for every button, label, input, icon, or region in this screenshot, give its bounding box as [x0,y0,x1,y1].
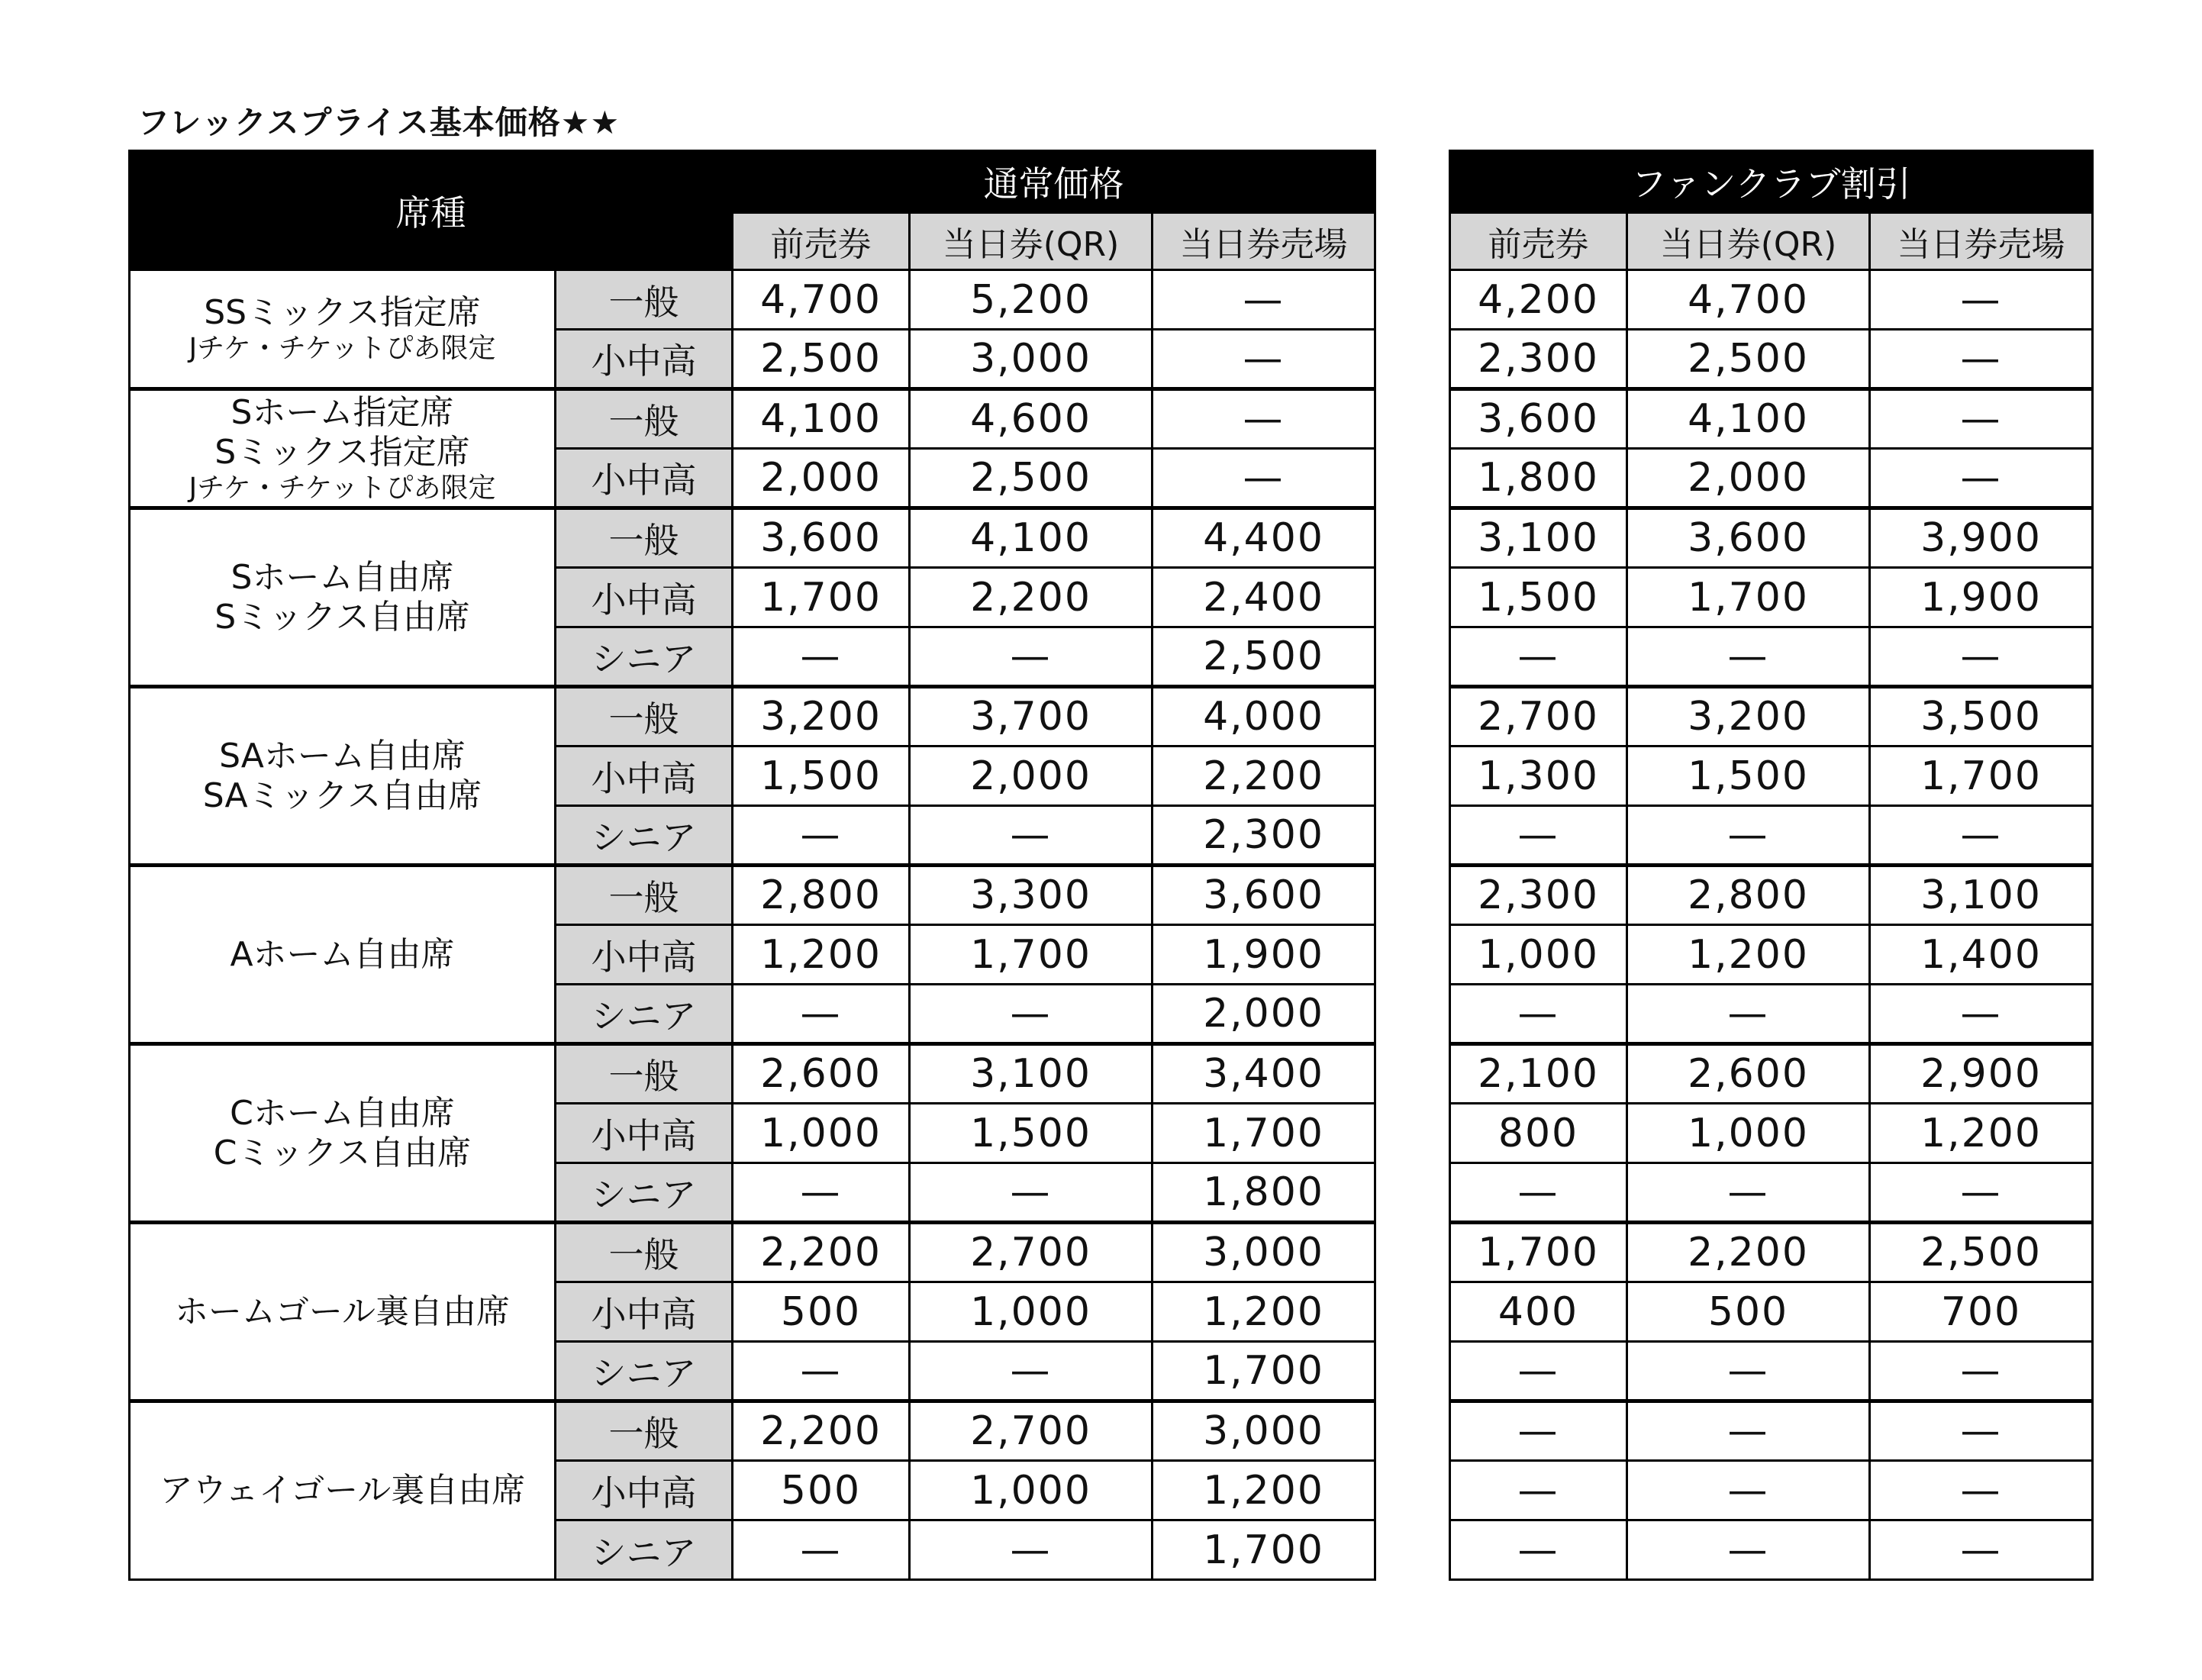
category-cell: 一般 [556,1223,733,1282]
fanclub-price-cell: 700 [1870,1282,2093,1342]
regular-price-cell: — [910,985,1153,1044]
seat-type-name: SSミックス指定席 [204,293,481,333]
fanclub-price-cell: 2,500 [1627,330,1870,389]
table-gap [1375,1520,1450,1580]
fanclub-price-cell: 2,700 [1450,687,1627,746]
category-cell: シニア [556,1342,733,1401]
table-gap [1375,270,1450,330]
seat-type-cell [130,687,556,866]
fanclub-price-cell: 1,500 [1450,568,1627,627]
fanclub-price-cell: — [1450,1520,1627,1580]
table-gap [1375,1401,1450,1461]
fanclub-price-cell: — [1450,806,1627,866]
regular-price-cell: — [1153,449,1375,508]
fanclub-price-cell: 3,100 [1870,866,2093,925]
regular-price-cell: 3,100 [910,1044,1153,1104]
regular-price-cell: 1,200 [733,925,910,985]
fanclub-price-cell: 4,700 [1627,270,1870,330]
regular-price-cell: 2,500 [910,449,1153,508]
regular-price-cell: 1,800 [1153,1163,1375,1223]
table-gap [1375,1223,1450,1282]
table-row [130,270,2093,330]
fanclub-price-cell: 2,900 [1870,1044,2093,1104]
fanclub-price-cell: 400 [1450,1282,1627,1342]
col-sameday-counter: 当日券売場 [1153,213,1375,270]
seat-type-name: Sミックス自由席 [214,597,470,637]
seat-type-cell [130,1044,556,1223]
fanclub-price-cell: 2,200 [1627,1223,1870,1282]
category-cell: 一般 [556,866,733,925]
regular-price-cell: — [1153,270,1375,330]
regular-price-cell: 500 [733,1461,910,1520]
regular-price-cell: 3,600 [1153,866,1375,925]
table-gap [1375,151,1450,270]
fanclub-price-cell: 3,600 [1450,389,1627,449]
regular-price-cell: 3,200 [733,687,910,746]
regular-price-cell: 1,900 [1153,925,1375,985]
table-gap [1375,1104,1450,1163]
category-cell: 一般 [556,389,733,449]
fanclub-price-cell: — [1627,1461,1870,1520]
regular-price-cell: — [1153,330,1375,389]
table-gap [1375,925,1450,985]
regular-price-cell: — [1153,389,1375,449]
fanclub-price-cell: 1,700 [1450,1223,1627,1282]
fanclub-price-cell: — [1870,270,2093,330]
table-row [130,1223,2093,1282]
regular-price-cell: 2,300 [1153,806,1375,866]
regular-price-header: 通常価格 [733,151,1375,213]
fanclub-price-cell: 1,700 [1870,746,2093,806]
fanclub-price-cell: — [1870,389,2093,449]
category-cell: 一般 [556,687,733,746]
fanclub-price-cell: 1,400 [1870,925,2093,985]
fanclub-price-cell: — [1870,627,2093,687]
table-gap [1375,985,1450,1044]
fanclub-price-cell: 2,000 [1627,449,1870,508]
table-row [130,1044,2093,1104]
fanclub-price-cell: 1,200 [1627,925,1870,985]
fanclub-price-cell: — [1870,1163,2093,1223]
fanclub-price-cell: — [1870,330,2093,389]
fanclub-price-cell: — [1627,627,1870,687]
fanclub-price-cell: 2,600 [1627,1044,1870,1104]
fanclub-price-cell: — [1870,1401,2093,1461]
fanclub-price-cell: 3,200 [1627,687,1870,746]
category-cell: 小中高 [556,568,733,627]
regular-price-cell: 2,800 [733,866,910,925]
fanclub-discount-header: ファンクラブ割引 [1450,151,2093,213]
regular-price-cell: 1,700 [910,925,1153,985]
col-fc-sameday-counter: 当日券売場 [1870,213,2093,270]
fanclub-price-cell: 1,700 [1627,568,1870,627]
table-gap [1375,568,1450,627]
regular-price-cell: 1,700 [733,568,910,627]
seat-type-note: Jチケ・チケットぴあ限定 [189,472,496,504]
seat-type-cell [130,270,556,389]
fanclub-price-cell: 3,900 [1870,508,2093,568]
regular-price-cell: — [910,806,1153,866]
seat-type-name: Aホーム自由席 [230,934,455,974]
fanclub-price-cell: — [1627,1342,1870,1401]
regular-price-cell: 2,200 [1153,746,1375,806]
category-cell: シニア [556,985,733,1044]
seat-type-cell [130,1223,556,1401]
seat-type-name: Sホーム自由席 [231,557,454,597]
category-cell: 一般 [556,508,733,568]
category-cell: 一般 [556,1044,733,1104]
regular-price-cell: 1,700 [1153,1104,1375,1163]
regular-price-cell: 2,200 [733,1223,910,1282]
table-row [130,389,2093,449]
col-fc-sameday-qr: 当日券(QR) [1627,213,1870,270]
fanclub-price-cell: 4,200 [1450,270,1627,330]
fanclub-price-cell: — [1870,985,2093,1044]
regular-price-cell: — [733,1163,910,1223]
seat-type-name: アウェイゴール裏自由席 [159,1471,526,1511]
seat-type-cell [130,389,556,508]
category-cell: シニア [556,806,733,866]
seat-type-name: SAホーム自由席 [219,736,466,776]
fanclub-price-cell: — [1870,806,2093,866]
regular-price-cell: 3,300 [910,866,1153,925]
table-row [130,687,2093,746]
fanclub-price-cell: 1,300 [1450,746,1627,806]
col-advance: 前売券 [733,213,910,270]
category-cell: 小中高 [556,925,733,985]
regular-price-cell: 500 [733,1282,910,1342]
category-cell: 小中高 [556,1104,733,1163]
regular-price-cell: 4,100 [910,508,1153,568]
fanclub-price-cell: — [1870,449,2093,508]
category-cell: 小中高 [556,1461,733,1520]
regular-price-cell: 2,600 [733,1044,910,1104]
table-gap [1375,1342,1450,1401]
price-table-body [130,270,2093,1580]
fanclub-price-cell: — [1627,985,1870,1044]
seat-type-name: Cホーム自由席 [230,1093,455,1133]
category-cell: 小中高 [556,330,733,389]
regular-price-cell: — [733,627,910,687]
seat-type-note: Jチケ・チケットぴあ限定 [189,333,496,365]
table-gap [1375,627,1450,687]
fanclub-price-cell: 2,500 [1870,1223,2093,1282]
table-row [130,1401,2093,1461]
fanclub-price-cell: 3,500 [1870,687,2093,746]
regular-price-cell: 3,000 [1153,1401,1375,1461]
regular-price-cell: 3,000 [1153,1223,1375,1282]
category-cell: 一般 [556,270,733,330]
table-row [130,866,2093,925]
fanclub-price-cell: — [1450,1401,1627,1461]
fanclub-price-cell: 2,100 [1450,1044,1627,1104]
table-row [130,508,2093,568]
col-fc-advance: 前売券 [1450,213,1627,270]
seat-type-name: Cミックス自由席 [213,1133,472,1172]
fanclub-price-cell: 2,300 [1450,866,1627,925]
category-cell: シニア [556,1520,733,1580]
regular-price-cell: 5,200 [910,270,1153,330]
fanclub-price-cell: — [1450,1461,1627,1520]
fanclub-price-cell: 1,800 [1450,449,1627,508]
seat-type-name: Sミックス指定席 [214,432,470,472]
regular-price-cell: 2,500 [733,330,910,389]
fanclub-price-cell: — [1450,985,1627,1044]
regular-price-cell: 3,000 [910,330,1153,389]
regular-price-cell: 2,000 [1153,985,1375,1044]
regular-price-cell: 1,500 [910,1104,1153,1163]
fanclub-price-cell: — [1870,1461,2093,1520]
seat-type-cell [130,508,556,687]
category-cell: シニア [556,627,733,687]
regular-price-cell: 2,000 [910,746,1153,806]
regular-price-cell: 1,700 [1153,1342,1375,1401]
table-gap [1375,866,1450,925]
regular-price-cell: 4,600 [910,389,1153,449]
fanclub-price-cell: 1,000 [1450,925,1627,985]
fanclub-price-cell: 2,300 [1450,330,1627,389]
fanclub-price-cell: 800 [1450,1104,1627,1163]
regular-price-cell: 1,700 [1153,1520,1375,1580]
table-gap [1375,806,1450,866]
fanclub-price-cell: 1,900 [1870,568,2093,627]
table-gap [1375,449,1450,508]
fanclub-price-cell: — [1627,806,1870,866]
regular-price-cell: 4,100 [733,389,910,449]
price-table [128,150,2094,1581]
regular-price-cell: 3,600 [733,508,910,568]
fanclub-price-cell: 3,600 [1627,508,1870,568]
regular-price-cell: — [733,985,910,1044]
fanclub-price-cell: 1,200 [1870,1104,2093,1163]
regular-price-cell: 4,400 [1153,508,1375,568]
table-gap [1375,1461,1450,1520]
regular-price-cell: — [910,1163,1153,1223]
fanclub-price-cell: 1,000 [1627,1104,1870,1163]
category-cell: シニア [556,1163,733,1223]
regular-price-cell: 4,000 [1153,687,1375,746]
table-gap [1375,746,1450,806]
table-gap [1375,389,1450,449]
regular-price-cell: 2,700 [910,1223,1153,1282]
regular-price-cell: 1,200 [1153,1282,1375,1342]
regular-price-cell: — [733,806,910,866]
category-cell: 小中高 [556,746,733,806]
regular-price-cell: 2,200 [733,1401,910,1461]
col-sameday-qr: 当日券(QR) [910,213,1153,270]
table-gap [1375,1282,1450,1342]
page-title: フレックスプライス基本価格★★ [137,104,621,141]
fanclub-price-cell: 3,100 [1450,508,1627,568]
seat-type-header: 席種 [130,151,733,270]
regular-price-cell: 1,200 [1153,1461,1375,1520]
category-cell: 一般 [556,1401,733,1461]
category-cell: 小中高 [556,449,733,508]
table-gap [1375,1163,1450,1223]
regular-price-cell: — [733,1342,910,1401]
regular-price-cell: 1,000 [733,1104,910,1163]
regular-price-cell: 4,700 [733,270,910,330]
regular-price-cell: 1,000 [910,1282,1153,1342]
regular-price-cell: — [733,1520,910,1580]
fanclub-price-cell: 500 [1627,1282,1870,1342]
seat-type-name: ホームゴール裏自由席 [174,1291,511,1331]
seat-type-cell [130,1401,556,1580]
fanclub-price-cell: — [1450,1163,1627,1223]
seat-type-name: Sホーム指定席 [231,392,454,432]
regular-price-cell: 2,700 [910,1401,1153,1461]
fanclub-price-cell: 2,800 [1627,866,1870,925]
regular-price-cell: 3,400 [1153,1044,1375,1104]
fanclub-price-cell: — [1450,1342,1627,1401]
category-cell: 小中高 [556,1282,733,1342]
table-gap [1375,687,1450,746]
regular-price-cell: — [910,1342,1153,1401]
fanclub-price-cell: — [1450,627,1627,687]
regular-price-cell: 3,700 [910,687,1153,746]
fanclub-price-cell: — [1870,1342,2093,1401]
fanclub-price-cell: 1,500 [1627,746,1870,806]
table-gap [1375,508,1450,568]
seat-type-name: SAミックス自由席 [202,776,482,815]
regular-price-cell: 1,000 [910,1461,1153,1520]
regular-price-cell: 1,500 [733,746,910,806]
regular-price-cell: — [910,1520,1153,1580]
regular-price-cell: — [910,627,1153,687]
fanclub-price-cell: 4,100 [1627,389,1870,449]
fanclub-price-cell: — [1627,1520,1870,1580]
regular-price-cell: 2,200 [910,568,1153,627]
fanclub-price-cell: — [1627,1401,1870,1461]
fanclub-price-cell: — [1627,1163,1870,1223]
table-gap [1375,1044,1450,1104]
regular-price-cell: 2,000 [733,449,910,508]
regular-price-cell: 2,400 [1153,568,1375,627]
table-gap [1375,330,1450,389]
seat-type-cell [130,866,556,1044]
regular-price-cell: 2,500 [1153,627,1375,687]
fanclub-price-cell: — [1870,1520,2093,1580]
